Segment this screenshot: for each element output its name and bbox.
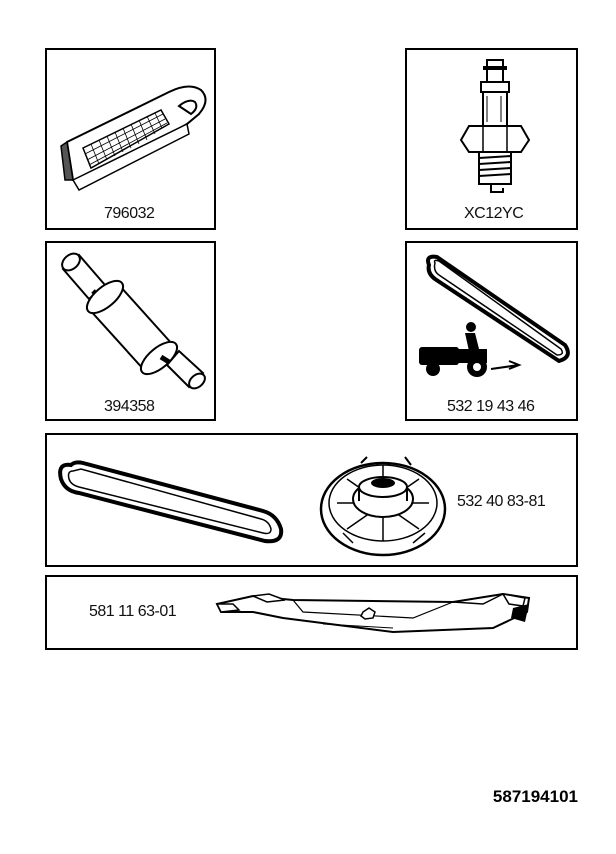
spark-plug-icon [409,52,578,200]
belt-pulley-icon [313,439,453,563]
part-box-fuel-filter [45,241,216,421]
part-box-mower-blade [45,575,578,650]
document-number: 587194101 [492,787,578,806]
fuel-filter-icon [49,245,216,395]
part-box-spark-plug [405,48,578,230]
tractor-icon [419,322,519,377]
part-box-air-filter [45,48,216,230]
mower-blade-icon [213,582,543,646]
part-number-394358: 394358 [104,398,155,415]
part-box-deck-belt-pulley [45,433,578,567]
part-number-532-19-43-46: 532 19 43 46 [447,398,535,415]
part-box-drive-belt [405,241,578,421]
part-number-796032: 796032 [104,205,155,222]
part-number-XC12YC: XC12YC [464,205,524,222]
part-number-581-11-63-01: 581 11 63-01 [89,603,177,620]
air-filter-icon [49,54,216,194]
drive-belt-icon [409,245,578,385]
part-number-532-40-83-81: 532 40 83-81 [457,493,546,510]
deck-belt-icon [53,445,293,555]
